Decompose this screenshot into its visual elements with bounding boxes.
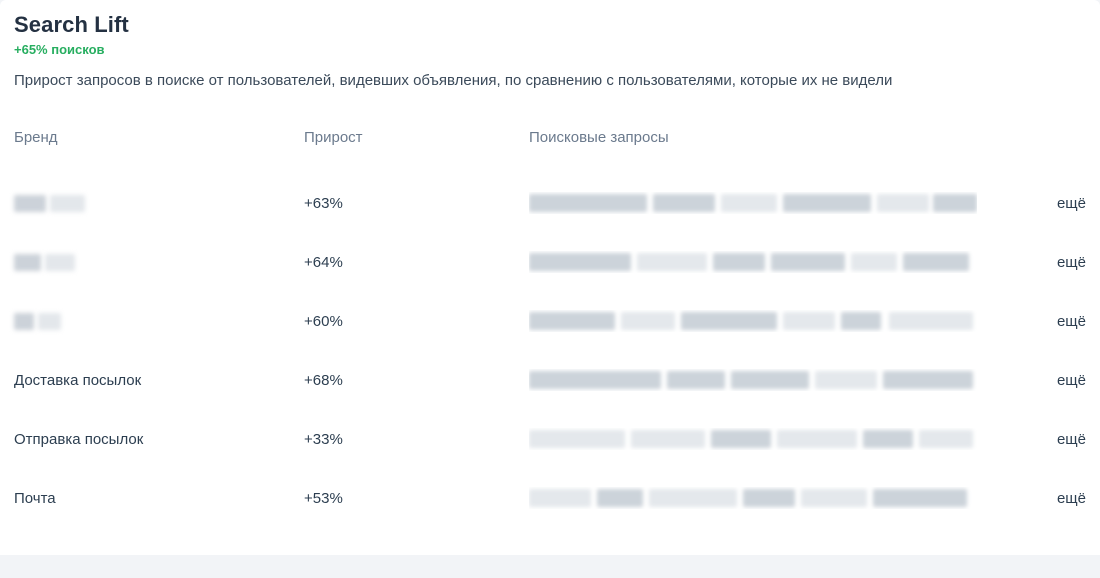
cell-brand <box>14 174 304 233</box>
search-lift-table <box>14 129 1086 528</box>
redacted-search-terms <box>529 192 977 214</box>
redacted-search-terms <box>529 487 977 509</box>
panel-description: Прирост запросов в поиске от пользователей, видевших объявления, по сравнению с пользователями, которые их не видели <box>14 72 893 89</box>
cell-brand <box>14 469 304 528</box>
cell-lift: +63% <box>304 194 343 212</box>
redacted-brand <box>14 313 304 330</box>
table-row <box>14 351 1086 410</box>
redacted-brand <box>14 254 304 271</box>
cell-lift: +60% <box>304 312 343 330</box>
brand-label: Отправка посылок <box>14 430 144 448</box>
cell-search-terms <box>529 233 999 292</box>
column-header-more <box>999 129 1086 174</box>
cell-brand <box>14 410 304 469</box>
table-row <box>14 410 1086 469</box>
table-row <box>14 292 1086 351</box>
redacted-search-terms <box>529 428 977 450</box>
show-more-link[interactable]: ещё <box>1056 253 1086 271</box>
table-header <box>14 129 1086 174</box>
redacted-search-terms <box>529 251 977 273</box>
table-row <box>14 174 1086 233</box>
table-row <box>14 233 1086 292</box>
cell-lift: +68% <box>304 371 343 389</box>
lift-summary-badge: +65% поисков <box>14 42 105 57</box>
cell-lift: +33% <box>304 430 343 448</box>
cell-search-terms <box>529 469 999 528</box>
cell-search-terms <box>529 351 999 410</box>
cell-brand <box>14 233 304 292</box>
show-more-link[interactable]: ещё <box>1056 312 1086 330</box>
column-header-brand: Бренд <box>14 128 58 146</box>
redacted-search-terms <box>529 369 977 391</box>
table-row <box>14 469 1086 528</box>
cell-search-terms <box>529 174 999 233</box>
redacted-brand <box>14 195 304 212</box>
cell-lift: +64% <box>304 253 343 271</box>
cell-brand <box>14 292 304 351</box>
column-header-terms: Поисковые запросы <box>529 128 669 146</box>
page-bottom-strip <box>0 555 1100 578</box>
show-more-link[interactable]: ещё <box>1056 430 1086 448</box>
table-header-row <box>14 129 1086 174</box>
cell-search-terms <box>529 292 999 351</box>
cell-lift: +53% <box>304 489 343 507</box>
column-header-lift: Прирост <box>304 128 363 146</box>
brand-label: Доставка посылок <box>14 371 142 389</box>
brand-label: Почта <box>14 489 56 507</box>
show-more-link[interactable]: ещё <box>1056 194 1086 212</box>
page-title: Search Lift <box>14 12 129 37</box>
show-more-link[interactable]: ещё <box>1056 371 1086 389</box>
cell-brand <box>14 351 304 410</box>
cell-search-terms <box>529 410 999 469</box>
table-body <box>14 174 1086 528</box>
redacted-search-terms <box>529 310 977 332</box>
show-more-link[interactable]: ещё <box>1056 489 1086 507</box>
